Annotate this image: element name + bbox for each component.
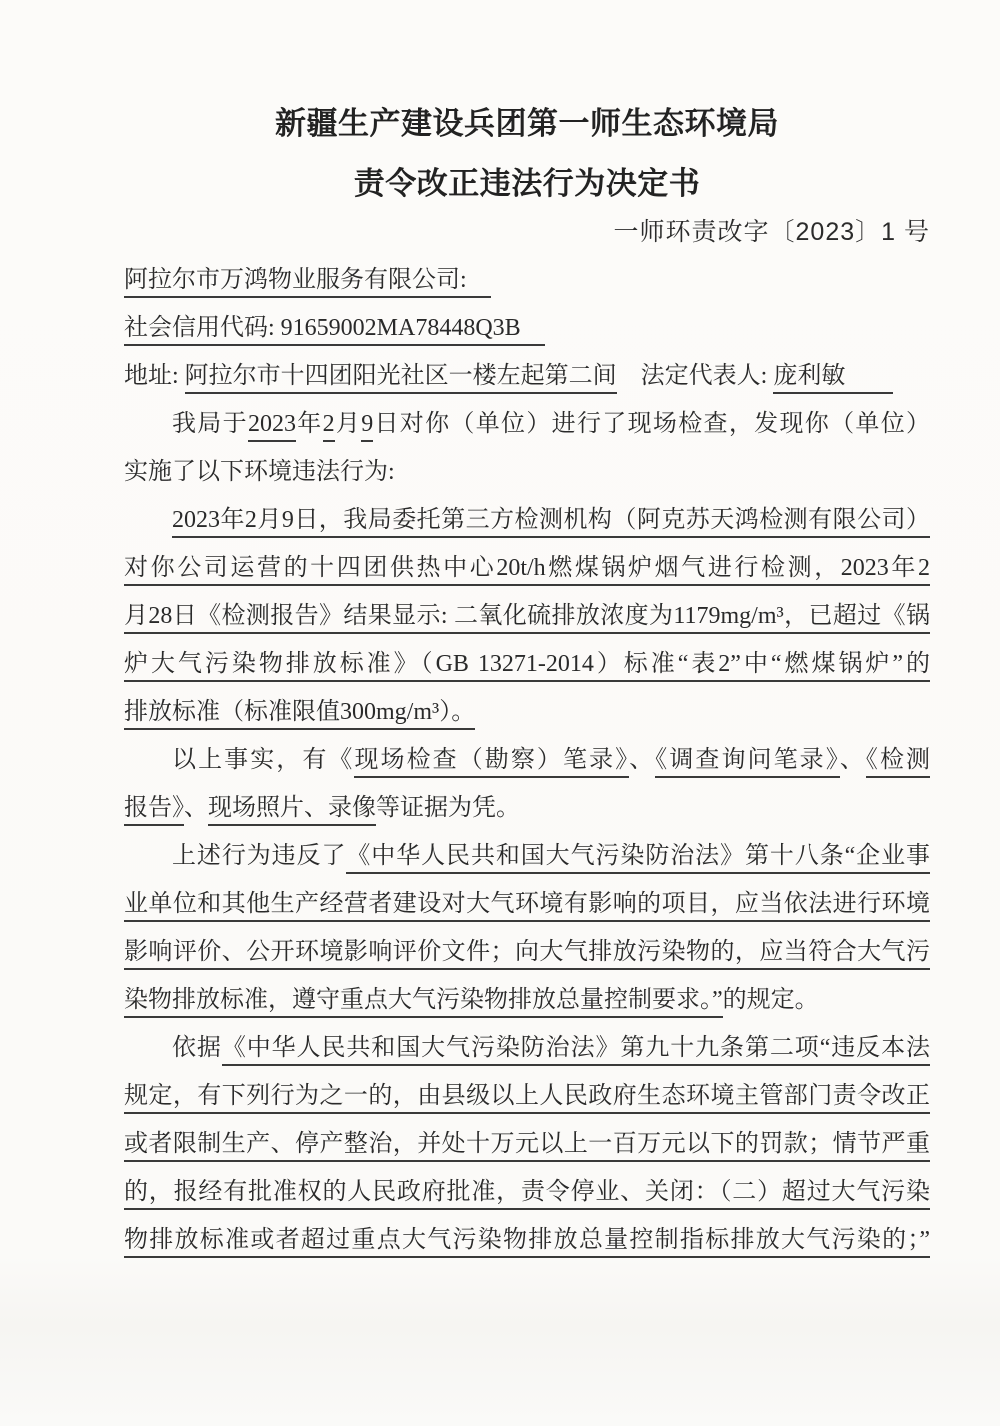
text: 的规定。 bbox=[722, 987, 819, 1013]
underlined-text: 9 bbox=[361, 411, 373, 442]
underlined-text: 规定，有下列行为之一的，由县级以上人民政府生态环境主管部门责令改正 bbox=[124, 1083, 930, 1114]
text: 上述行为违反了 bbox=[172, 843, 347, 869]
legal-basis-line-4 bbox=[124, 1168, 930, 1216]
underlined-text: 《检测 bbox=[866, 747, 930, 778]
underlined-text: 庞利敏 bbox=[773, 363, 893, 394]
underlined-text: 社会信用代码: 91659002MA78448Q3B bbox=[124, 315, 545, 346]
law-violated-line-1 bbox=[124, 832, 930, 880]
text: 以上事实，有《 bbox=[172, 747, 355, 773]
underlined-text: 染物排放标准，遵守重点大气污染物排放总量控制要求。” bbox=[124, 987, 723, 1018]
credit-code-line bbox=[124, 304, 930, 352]
underlined-text: 排放标准（标准限值300mg/m³）。 bbox=[124, 699, 475, 730]
document-title-line1: 新疆生产建设兵团第一师生态环境局 bbox=[275, 106, 779, 141]
violation-finding-line-1 bbox=[124, 496, 930, 544]
text bbox=[617, 363, 641, 389]
document-title-line2: 责令改正违法行为决定书 bbox=[353, 166, 701, 201]
underlined-text: 阿拉尔市十四团阳光社区一楼左起第二间 bbox=[185, 363, 617, 394]
text: 日对你（单位）进行了现场检查，发现你（单位） bbox=[373, 411, 931, 437]
underlined-text: 《中华人民共和国大气污染防治法》第九十九条第二项“违反本法 bbox=[222, 1035, 930, 1066]
law-violated-line-3 bbox=[124, 928, 930, 976]
law-violated-line-4 bbox=[124, 976, 930, 1024]
law-violated-line-2 bbox=[124, 880, 930, 928]
underlined-text: 或者限制生产、停产整治，并处十万元以上一百万元以下的罚款；情节严重 bbox=[124, 1131, 930, 1162]
underlined-text: 影响评价、公开环境影响评价文件；向大气排放污染物的，应当符合大气污 bbox=[124, 939, 930, 970]
text: 地址: bbox=[124, 363, 185, 389]
underlined-text: 2023 bbox=[248, 411, 296, 442]
text: 实施了以下环境违法行为: bbox=[124, 459, 395, 485]
violation-finding-line-3 bbox=[124, 592, 930, 640]
address-legal-rep-line bbox=[124, 352, 930, 400]
text: 、 bbox=[839, 747, 866, 773]
legal-basis-line-5 bbox=[124, 1216, 930, 1264]
underlined-text: 《调查询问笔录》 bbox=[655, 747, 840, 778]
legal-basis-line-3 bbox=[124, 1120, 930, 1168]
recipient-line bbox=[124, 256, 930, 304]
violation-finding-line-5 bbox=[124, 688, 930, 736]
underlined-text: 2 bbox=[323, 411, 335, 442]
document-content bbox=[124, 100, 930, 1264]
evidence-line-2 bbox=[124, 784, 930, 832]
underlined-text: 业单位和其他生产经营者建设对大气环境有影响的项目，应当依法进行环境 bbox=[124, 891, 930, 922]
underlined-text: 现场检查（勘察）笔录》 bbox=[354, 747, 629, 778]
text: 法定代表人: bbox=[640, 363, 774, 389]
underlined-text: 对你公司运营的十四团供热中心20t/h燃煤锅炉烟气进行检测，2023年2 bbox=[124, 555, 930, 586]
underlined-text: 报告》 bbox=[124, 795, 184, 826]
text: 我局于 bbox=[172, 411, 248, 437]
text: 、 bbox=[184, 795, 208, 821]
legal-basis-line-1 bbox=[124, 1024, 930, 1072]
underlined-text: 月28日《检测报告》结果显示: 二氧化硫排放浓度为1179mg/m³，已超过《锅 bbox=[124, 603, 930, 634]
underlined-text: 物排放标准或者超过重点大气污染物排放总量控制指标排放大气污染的；” bbox=[124, 1227, 930, 1258]
underlined-text: 2023年2月9日，我局委托第三方检测机构（阿克苏天鸿检测有限公司） bbox=[172, 507, 930, 538]
document-lines bbox=[124, 256, 930, 1264]
underlined-text: 阿拉尔市万鸿物业服务有限公司: bbox=[124, 267, 491, 298]
text: 依据 bbox=[172, 1035, 222, 1061]
underlined-text: 炉大气污染物排放标准》（GB 13271-2014）标准“表2”中“燃煤锅炉”的 bbox=[124, 651, 930, 682]
underlined-text: 的，报经有批准权的人民政府批准，责令停业、关闭：（二）超过大气污染 bbox=[124, 1179, 930, 1210]
underlined-text: 《中华人民共和国大气污染防治法》第十八条“企业事 bbox=[346, 843, 930, 874]
inspection-intro-line-1 bbox=[124, 400, 930, 448]
violation-finding-line-4 bbox=[124, 640, 930, 688]
document-number: 一师环责改字〔2023〕1 号 bbox=[613, 218, 930, 246]
evidence-line-1 bbox=[124, 736, 930, 784]
violation-finding-line-2 bbox=[124, 544, 930, 592]
text: 等证据为凭。 bbox=[376, 795, 520, 821]
text: 、 bbox=[629, 747, 656, 773]
text: 月 bbox=[334, 411, 362, 437]
text: 年 bbox=[295, 411, 323, 437]
legal-basis-line-2 bbox=[124, 1072, 930, 1120]
underlined-text: 现场照片、录像 bbox=[208, 795, 376, 826]
inspection-intro-line-2 bbox=[124, 448, 930, 496]
